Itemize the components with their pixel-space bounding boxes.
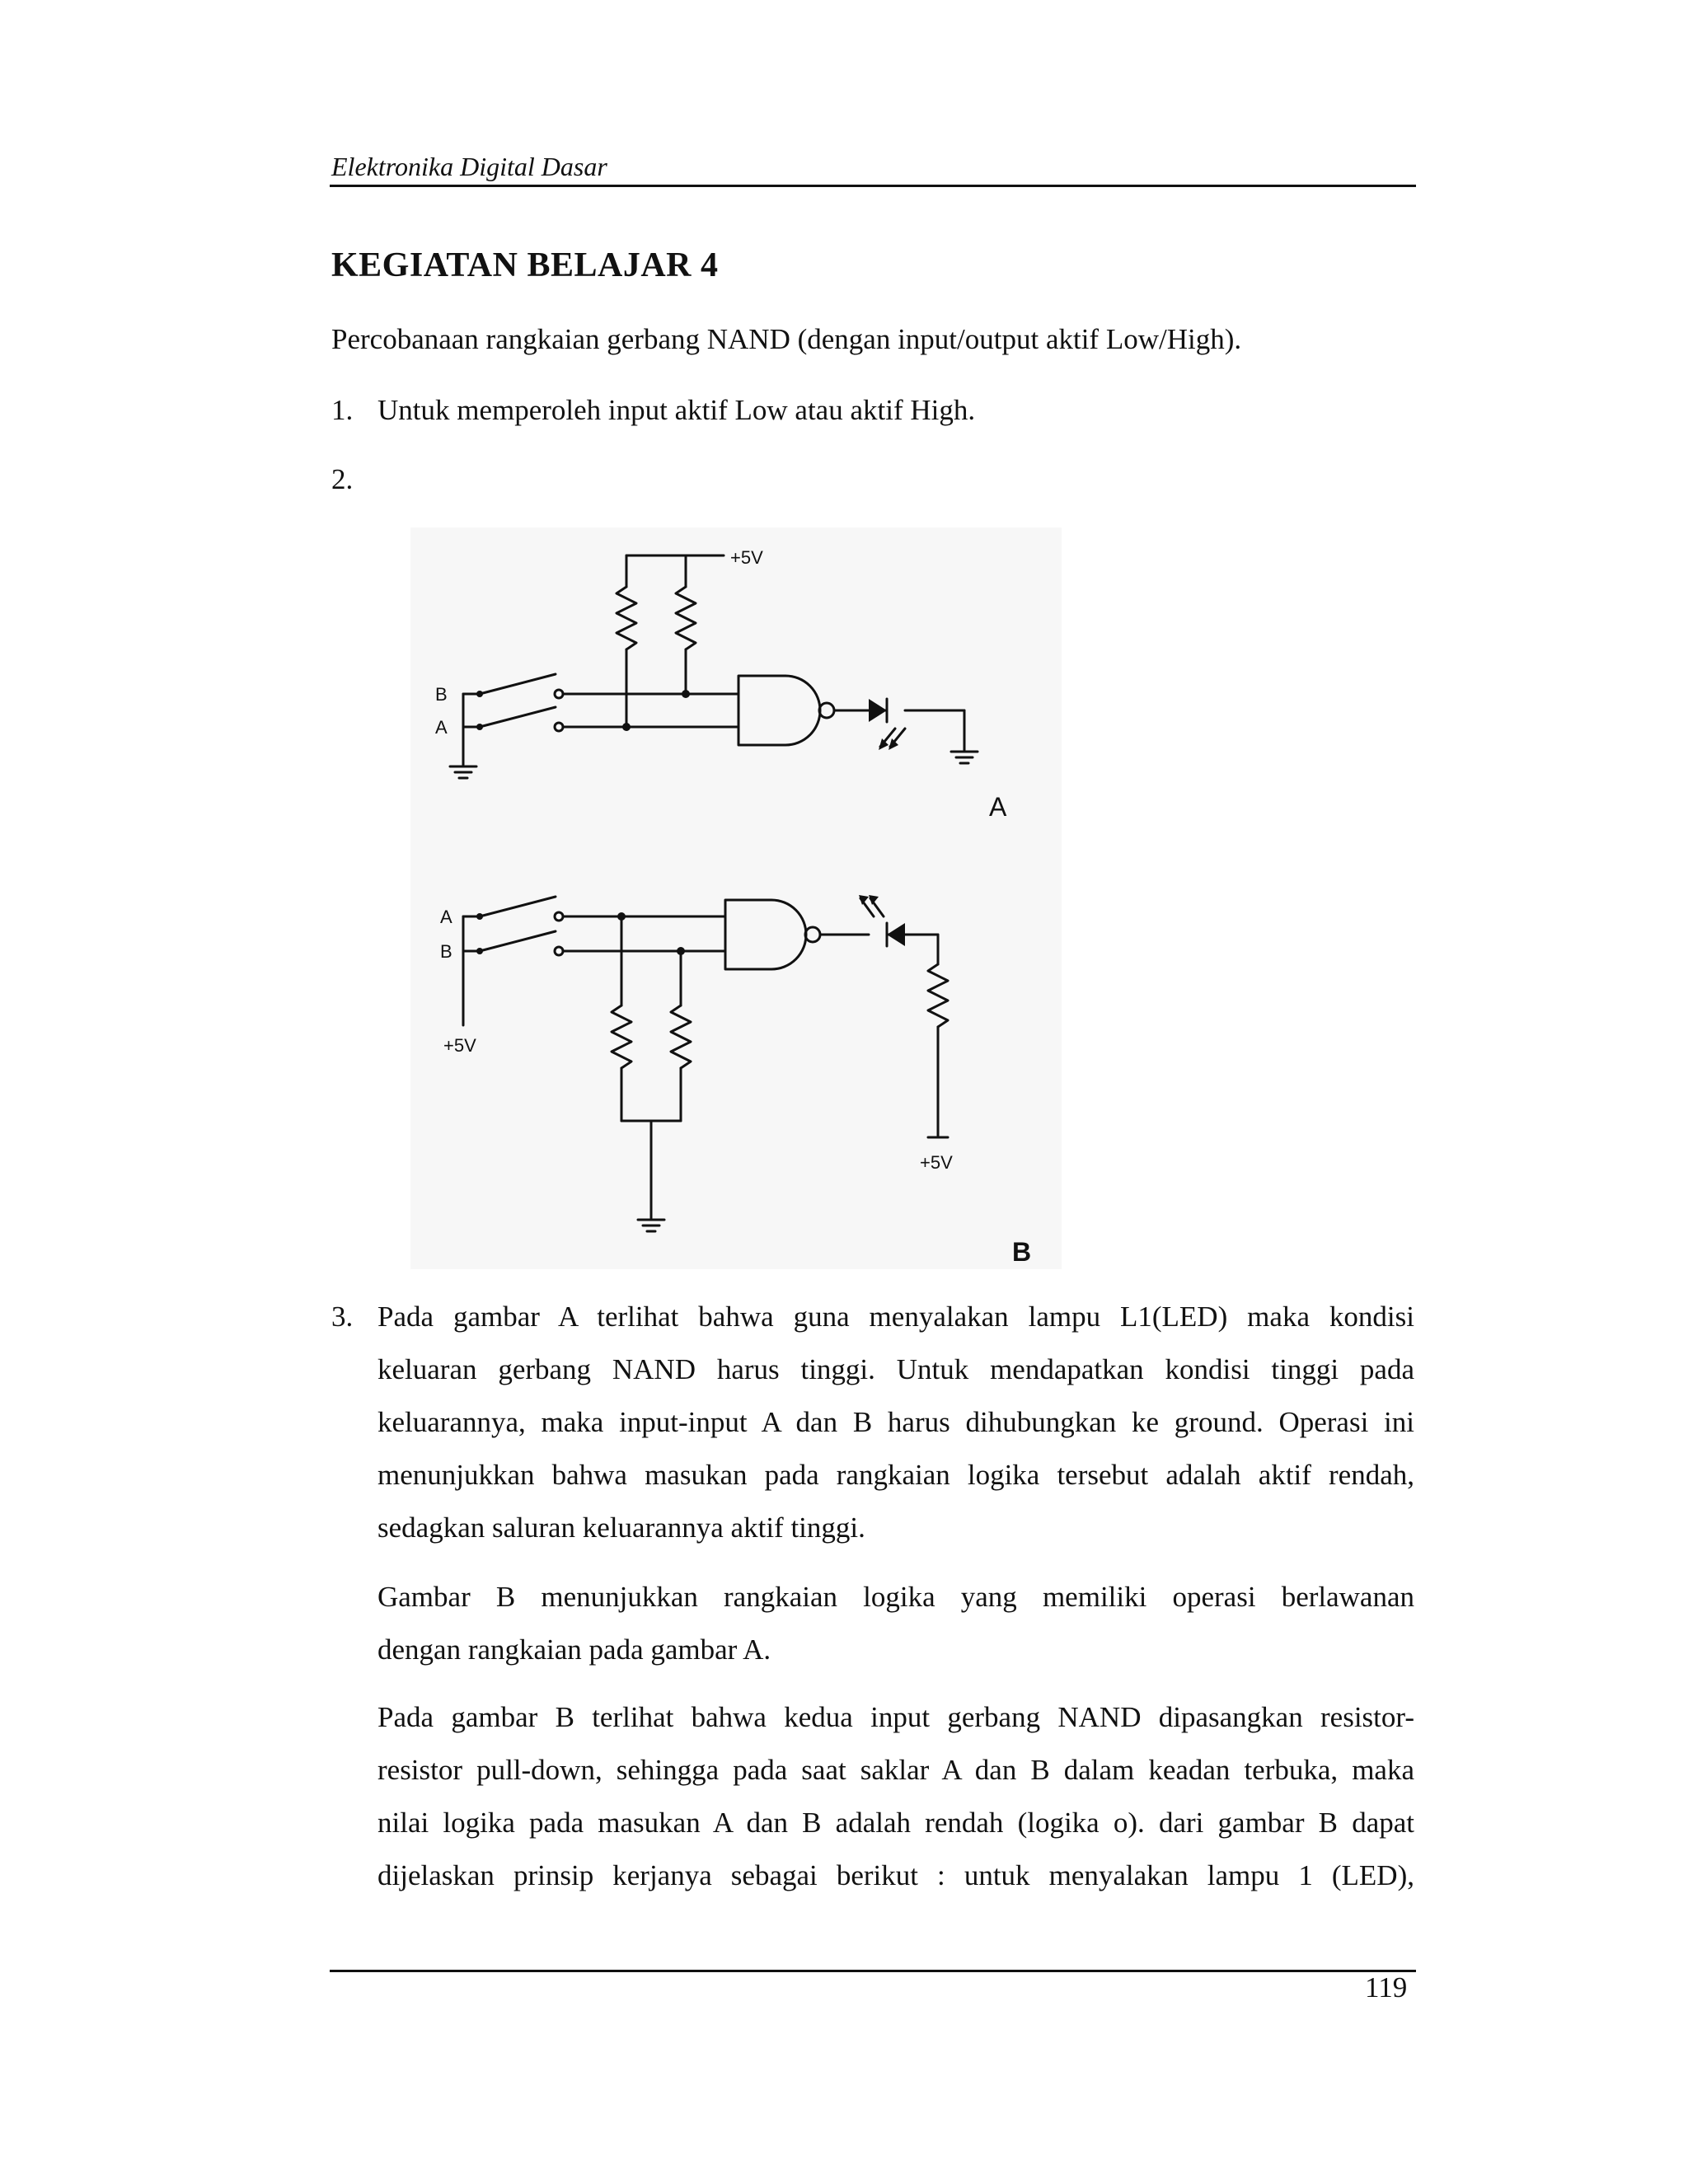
paragraph-3-line-2: keluaran gerbang NAND harus tinggi. Untuk mendapatkan kondisi tinggi pada (377, 1353, 1414, 1385)
paragraph-3-line-3: keluarannya, maka input-input A dan B harus dihubungkan ke ground. Operasi ini (377, 1406, 1414, 1438)
circuit-diagram (410, 527, 1062, 1269)
list-item-1-text: Untuk memperoleh input aktif Low atau aktif High. (377, 394, 976, 426)
circuit-b (463, 897, 948, 1231)
input-label-a-bottom: A (435, 717, 448, 738)
paragraph-4-line-1: Gambar B menunjukkan rangkaian logika yang memiliki operasi berlawanan (377, 1581, 1414, 1613)
supply-label-b-input: +5V (443, 1035, 476, 1056)
supply-label-b-output: +5V (920, 1152, 953, 1173)
paragraph-5-line-4: dijelaskan prinsip kerjanya sebagai berikut : untuk menyalakan lampu 1 (LED), (377, 1859, 1414, 1891)
list-number-3: 3. (331, 1301, 354, 1333)
figure-label-b: B (1012, 1237, 1032, 1267)
paragraph-3-line-1: Pada gambar A terlihat bahwa guna menyalakan lampu L1(LED) maka kondisi (377, 1301, 1414, 1333)
list-number-2: 2. (331, 463, 354, 495)
paragraph-4-line-2: dengan rangkaian pada gambar A. (377, 1633, 771, 1666)
circuit-a (450, 555, 978, 778)
figure-label-a: A (989, 792, 1007, 822)
section-title: KEGIATAN BELAJAR 4 (331, 246, 719, 284)
header-rule (330, 185, 1416, 187)
circuit-figure (410, 527, 1062, 1269)
supply-label-a: +5V (730, 547, 763, 568)
paragraph-5-line-1: Pada gambar B terlihat bahwa kedua input gerbang NAND dipasangkan resistor- (377, 1701, 1414, 1733)
paragraph-3-line-5: sedagkan saluran keluarannya aktif tinggi. (377, 1511, 865, 1544)
paragraph-5-line-3: nilai logika pada masukan A dan B adalah rendah (logika o). dari gambar B dapat (377, 1807, 1414, 1839)
input-label-a-top: B (435, 684, 448, 705)
input-label-b-bottom: B (440, 941, 452, 962)
intro-text: Percobanaan rangkaian gerbang NAND (dengan input/output aktif Low/High). (331, 323, 1242, 355)
footer-rule (330, 1970, 1416, 1972)
input-label-b-top: A (440, 907, 452, 927)
page-number: 119 (1365, 1971, 1408, 2004)
running-header: Elektronika Digital Dasar (331, 152, 607, 181)
list-number-1: 1. (331, 394, 354, 426)
paragraph-3-line-4: menunjukkan bahwa masukan pada rangkaian logika tersebut adalah aktif rendah, (377, 1459, 1414, 1491)
paragraph-5-line-2: resistor pull-down, sehingga pada saat saklar A dan B dalam keadan terbuka, maka (377, 1754, 1414, 1786)
